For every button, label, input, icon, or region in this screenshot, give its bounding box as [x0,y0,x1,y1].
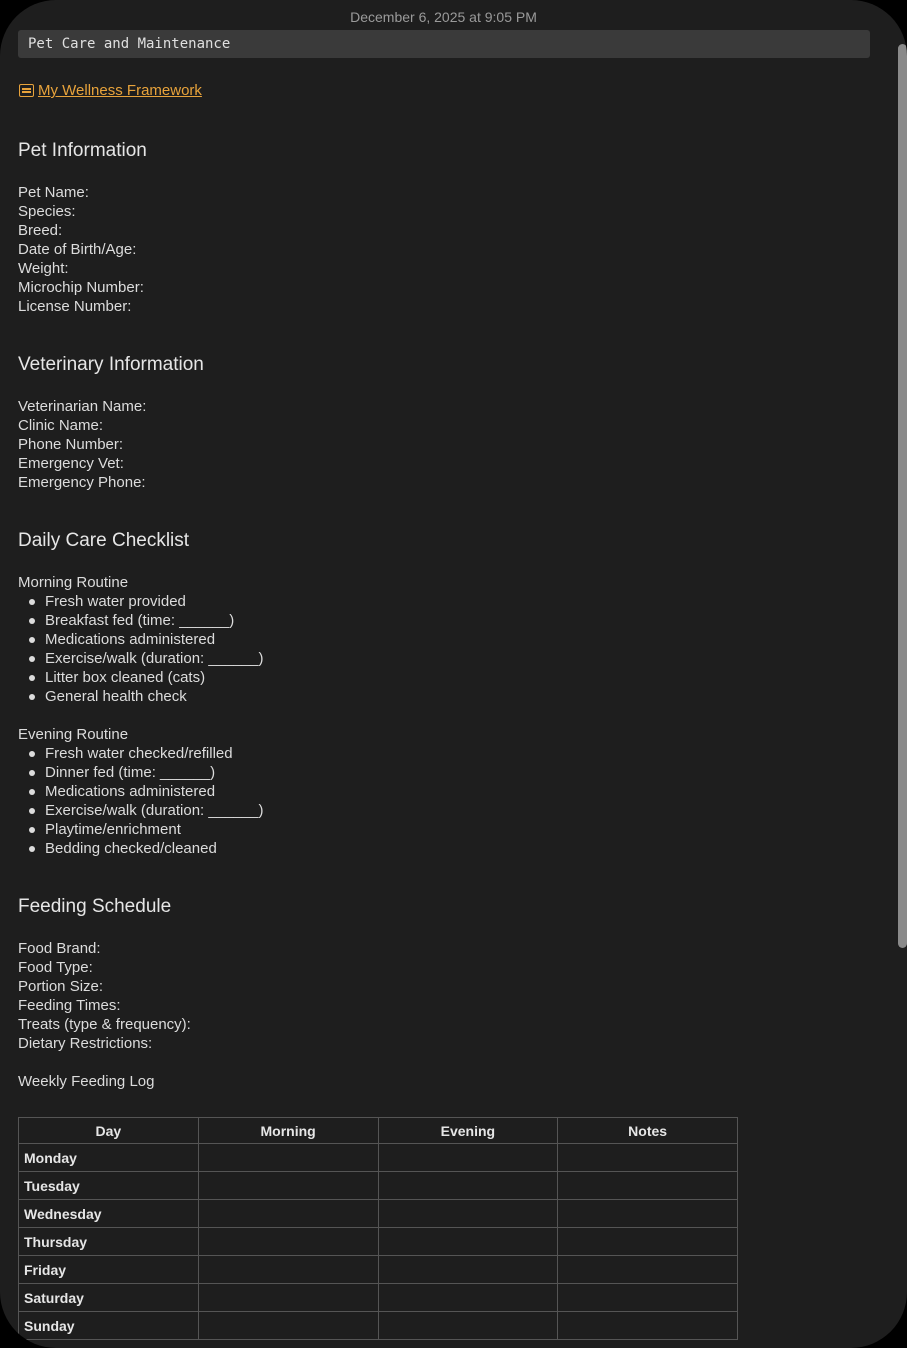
field-label: Food Brand: [18,940,101,957]
table-cell[interactable] [558,1284,738,1312]
list-item: Exercise/walk (duration: ______) [18,801,263,820]
table-cell[interactable] [558,1200,738,1228]
field-label: Dietary Restrictions: [18,1035,153,1052]
note-title: Pet Care and Maintenance [28,36,231,52]
table-cell[interactable] [198,1172,378,1200]
weekly-feeding-log-title: Weekly Feeding Log [18,1073,155,1090]
column-header[interactable]: Evening [378,1118,558,1144]
pet-information-heading: Pet Information [18,140,147,161]
list-item: Medications administered [18,630,263,649]
weekly-feeding-log-table[interactable] [18,1117,738,1340]
day-cell[interactable]: Sunday [19,1312,199,1340]
table-row [19,1228,738,1256]
table-cell[interactable] [198,1312,378,1340]
table-row [19,1256,738,1284]
table-row [19,1284,738,1312]
field-label: Feeding Times: [18,997,121,1014]
field-label: Emergency Vet: [18,455,124,472]
table-cell[interactable] [378,1172,558,1200]
list-item: Fresh water checked/refilled [18,744,263,763]
day-cell[interactable]: Monday [19,1144,199,1172]
field-label: Weight: [18,260,69,277]
list-item: Exercise/walk (duration: ______) [18,649,263,668]
field-label: Emergency Phone: [18,474,146,491]
field-label: License Number: [18,298,132,315]
field-label: Food Type: [18,959,93,976]
table-cell[interactable] [198,1144,378,1172]
table-row [19,1172,738,1200]
list-item: Breakfast fed (time: ______) [18,611,263,630]
field-label: Pet Name: [18,184,89,201]
pet-information-fields [18,183,144,316]
table-cell[interactable] [378,1144,558,1172]
table-cell[interactable] [198,1200,378,1228]
table-cell[interactable] [378,1228,558,1256]
list-item: Litter box cleaned (cats) [18,668,263,687]
column-header[interactable]: Day [19,1118,199,1144]
table-cell[interactable] [558,1172,738,1200]
feeding-fields [18,939,191,1053]
field-label: Microchip Number: [18,279,144,296]
daily-care-heading: Daily Care Checklist [18,530,190,551]
note-title-bar[interactable] [18,30,870,58]
veterinary-information-heading: Veterinary Information [18,354,204,375]
list-item: Fresh water provided [18,592,263,611]
list-item: Bedding checked/cleaned [18,839,263,858]
table-row [19,1200,738,1228]
table-cell[interactable] [198,1256,378,1284]
table-cell[interactable] [558,1144,738,1172]
column-header[interactable]: Morning [198,1118,378,1144]
veterinary-fields [18,397,146,492]
morning-routine-list [18,592,263,706]
field-label: Date of Birth/Age: [18,241,137,258]
evening-routine-list [18,744,263,858]
day-cell[interactable]: Wednesday [19,1200,199,1228]
table-row [19,1144,738,1172]
table-cell[interactable] [558,1256,738,1284]
note-date: December 6, 2025 at 9:05 PM [350,9,537,25]
day-cell[interactable]: Thursday [19,1228,199,1256]
field-label: Phone Number: [18,436,124,453]
table-cell[interactable] [378,1256,558,1284]
table-cell[interactable] [198,1284,378,1312]
field-label: Clinic Name: [18,417,104,434]
field-label: Breed: [18,222,63,239]
table-cell[interactable] [558,1312,738,1340]
field-label: Treats (type & frequency): [18,1016,191,1033]
list-item: Playtime/enrichment [18,820,263,839]
table-cell[interactable] [378,1200,558,1228]
list-item: Medications administered [18,782,263,801]
wellness-framework-link[interactable] [19,82,202,99]
list-item: General health check [18,687,263,706]
morning-routine-title: Morning Routine [18,574,129,591]
day-cell[interactable]: Friday [19,1256,199,1284]
column-header[interactable]: Notes [558,1118,738,1144]
vertical-scrollbar[interactable] [898,44,907,948]
table-cell[interactable] [378,1312,558,1340]
field-label: Species: [18,203,76,220]
note-icon [19,84,34,97]
field-label: Veterinarian Name: [18,398,147,415]
day-cell[interactable]: Saturday [19,1284,199,1312]
table-header-row [19,1118,738,1144]
wellness-framework-link-text[interactable]: My Wellness Framework [38,82,202,99]
table-row [19,1312,738,1340]
table-cell[interactable] [378,1284,558,1312]
day-cell[interactable]: Tuesday [19,1172,199,1200]
field-label: Portion Size: [18,978,104,995]
table-cell[interactable] [198,1228,378,1256]
table-cell[interactable] [558,1228,738,1256]
feeding-schedule-heading: Feeding Schedule [18,896,172,917]
evening-routine-title: Evening Routine [18,726,129,743]
list-item: Dinner fed (time: ______) [18,763,263,782]
